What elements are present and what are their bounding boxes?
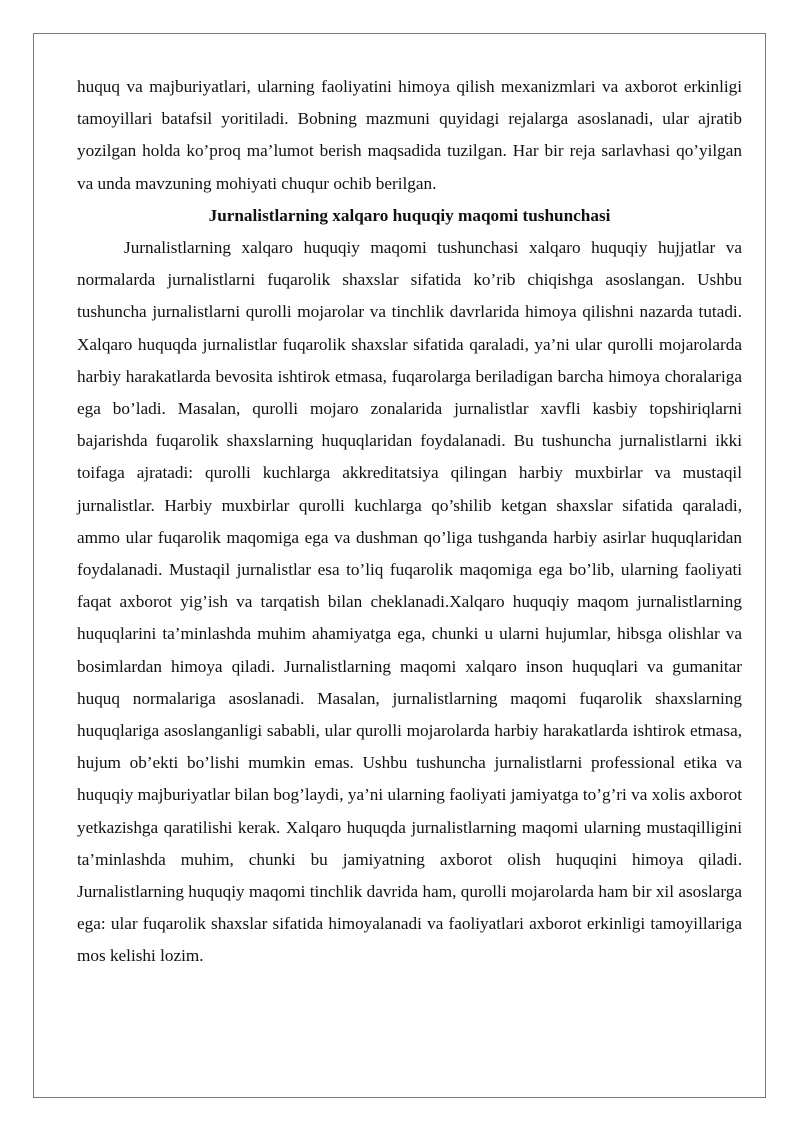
- body-paragraph: Jurnalistlarning xalqaro huquqiy maqomi tushunchasi xalqaro huquqiy hujjatlar va normalarda jurnalistlarni fuqarolik shaxslar sifatida ko’rib chiqishga asoslangan. Ushbu tushuncha jurnalistlarni qurolli mojarolar va tinchlik davrlarida himoya qilishni nazarda tutadi. Xalqaro huquqda jurnalistlar fuqarolik shaxslar sifatida qaraladi, ya’ni ular qurolli mojarolarda harbiy harakatlarda bevosita ishtirok etmasa, fuqarolarga beriladigan barcha himoya choralariga ega bo’ladi. Masalan, qurolli mojaro zonalarida jurnalistlar xavfli kasbiy topshiriqlarni bajarishda fuqarolik shaxslarning huquqlaridan foydalanadi. Bu tushuncha jurnalistlarni ikki toifaga ajratadi: qurolli kuchlarga akkreditatsiya qilingan harbiy muxbirlar va mustaqil jurnalistlar. Harbiy muxbirlar qurolli kuchlarga qo’shilib ketgan shaxslar sifatida qaraladi, ammo ular fuqarolik maqomiga ega va dushman qo’liga tushganda harbiy asirlar huquqlaridan foydalanadi. Mustaqil jurnalistlar esa to’liq fuqarolik maqomiga ega bo’lib, ularning faoliyati faqat axborot yig’ish va tarqatish bilan cheklanadi.Xalqaro huquqiy maqom jurnalistlarning huquqlarini ta’minlashda muhim ahamiyatga ega, chunki u ularni hujumlar, hibsga olishlar va bosimlardan himoya qiladi. Jurnalistlarning maqomi xalqaro inson huquqlari va gumanitar huquq normalariga asoslanadi. Masalan, jurnalistlarning maqomi fuqarolik shaxslarning huquqlariga asoslanganligi sababli, ular qurolli mojarolarda harbiy harakatlarda ishtirok etmasa, hujum ob’ekti bo’lishi mumkin emas. Ushbu tushuncha jurnalistlarni professional etika va huquqiy majburiyatlar bilan bog’laydi, ya’ni ularning faoliyati jamiyatga to’g’ri va xolis axborot yetkazishga qaratilishi kerak. Xalqaro huquqda jurnalistlarning maqomi ularning mustaqilligini ta’minlashda muhim, chunki bu jamiyatning axborot olish huquqini himoya qiladi. Jurnalistlarning huquqiy maqomi tinchlik davrida ham, qurolli mojarolarda ham bir xil asoslarga ega: ular fuqarolik shaxslar sifatida himoyalanadi va faoliyatlari axborot erkinligi tamoyillariga mos kelishi lozim.: [77, 238, 742, 966]
- intro-paragraph: huquq va majburiyatlari, ularning faoliyatini himoya qilish mexanizmlari va axborot erkinligi tamoyillari batafsil yoritiladi. Bobning mazmuni quyidagi rejalarga asoslanadi, ular ajratib yozilgan holda ko’proq ma’lumot berish maqsadida tuzilgan. Har bir reja sarlavhasi qo’yilgan va unda mavzuning mohiyati chuqur ochib berilgan.: [77, 77, 742, 193]
- document-body: [77, 71, 742, 973]
- section-heading: Jurnalistlarning xalqaro huquqiy maqomi tushunchasi: [208, 205, 611, 225]
